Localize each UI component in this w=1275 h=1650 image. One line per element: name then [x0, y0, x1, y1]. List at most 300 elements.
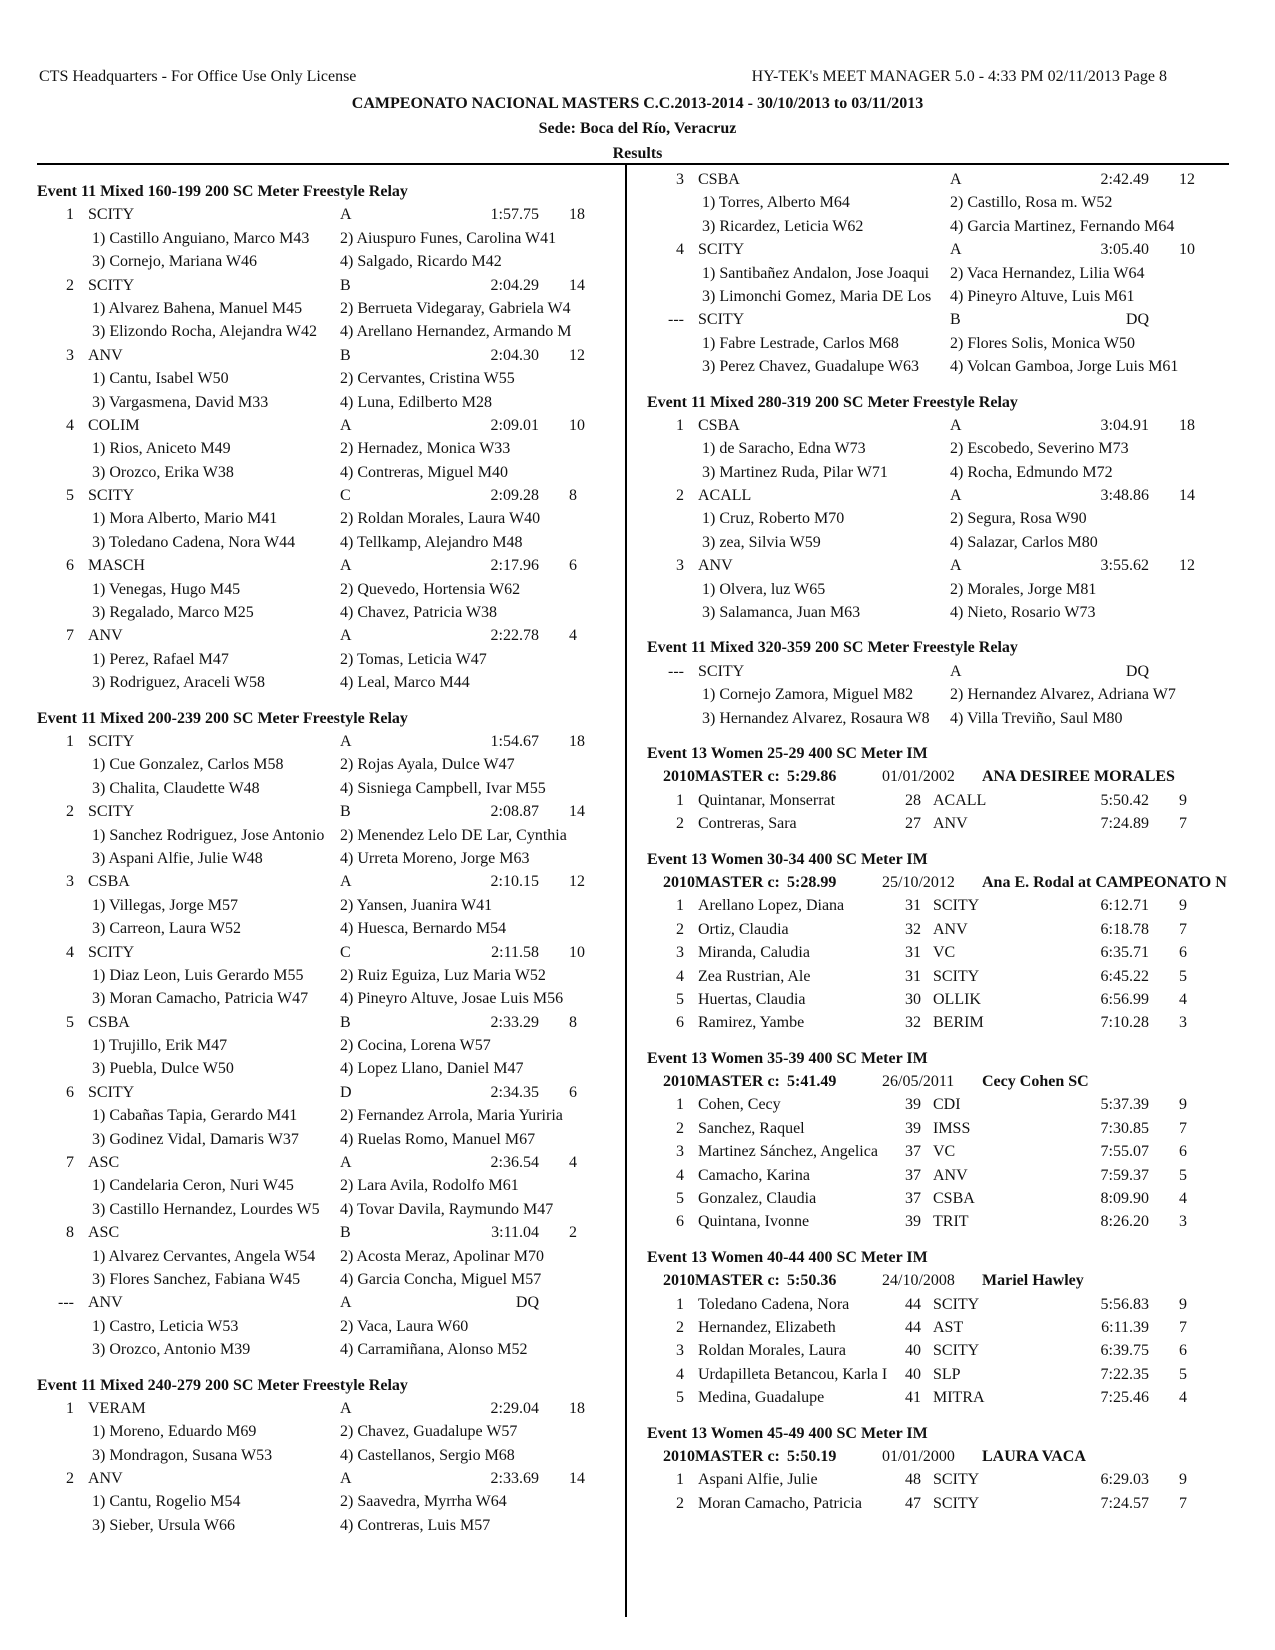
swimmer-leg-3: 3) Castillo Hernandez, Lourdes W5	[92, 1200, 320, 1218]
relay-swimmers-row	[37, 987, 617, 1010]
swimmer-leg-3: 3) Vargasmena, David M33	[92, 393, 269, 411]
finals-time: 3:11.04	[491, 1224, 539, 1242]
team-code: SCITY	[88, 732, 135, 750]
relay-team-row	[37, 1221, 617, 1244]
swimmer-leg-4: 4) Sisniega Campbell, Ivar M55	[340, 779, 546, 797]
relay-team-row	[37, 414, 617, 437]
relay-team-row	[37, 1291, 617, 1314]
place: 8	[66, 1224, 74, 1242]
points: 12	[1179, 171, 1195, 188]
relay-letter: A	[340, 1154, 352, 1172]
swimmer-leg-3: 3) Ricardez, Leticia W62	[702, 217, 864, 235]
result-row	[647, 1187, 1227, 1210]
relay-swimmers-row	[37, 1174, 617, 1197]
place: 2	[676, 1494, 684, 1512]
swimmer-leg-4: 4) Garcia Martinez, Fernando M64	[950, 217, 1175, 235]
result-row	[647, 1386, 1227, 1409]
points: 4	[1179, 990, 1187, 1008]
team-code: SCITY	[88, 487, 135, 505]
finals-time: 7:24.57	[1100, 1494, 1149, 1512]
relay-swimmers-row	[647, 683, 1227, 706]
relay-swimmers-row	[647, 285, 1227, 308]
age: 27	[905, 815, 921, 833]
swimmer-leg-4: 4) Volcan Gamboa, Jorge Luis M61	[950, 358, 1179, 376]
team-code: SCITY	[88, 206, 135, 224]
event-title	[37, 1374, 617, 1397]
team-code: VC	[933, 944, 956, 962]
points: 14	[569, 1470, 585, 1488]
place: 1	[66, 1399, 74, 1417]
relay-letter: C	[340, 943, 351, 961]
points: 7	[1179, 1318, 1187, 1336]
relay-team-row	[647, 168, 1227, 191]
meet-venue: Sede: Boca del Río, Veracruz	[538, 120, 737, 137]
relay-team-row	[37, 274, 617, 297]
relay-letter: A	[950, 241, 962, 259]
place: 4	[66, 943, 74, 961]
relay-letter: A	[950, 416, 962, 434]
age: 41	[905, 1389, 921, 1407]
swimmer-leg-1: 1) Rios, Aniceto M49	[92, 440, 231, 458]
event-title-text: Event 13 Women 30-34 400 SC Meter IM	[647, 850, 928, 868]
team-code: CSBA	[698, 171, 740, 188]
team-code: SCITY	[88, 803, 135, 821]
relay-team-row	[37, 1467, 617, 1490]
relay-swimmers-row	[37, 1057, 617, 1080]
place: 1	[676, 897, 684, 915]
team-code: ANV	[88, 346, 123, 364]
place: 5	[66, 487, 74, 505]
place: 4	[676, 1166, 684, 1184]
relay-swimmers-row	[37, 507, 617, 530]
swimmer-name: Aspani Alfie, Julie	[698, 1471, 818, 1489]
swimmer-leg-1: 1) Torres, Alberto M64	[702, 194, 850, 212]
swimmer-name: Urdapilleta Betancou, Karla I	[698, 1365, 888, 1383]
individual-event-section	[647, 1246, 1227, 1410]
relay-swimmers-row	[37, 367, 617, 390]
relay-letter: A	[340, 1399, 352, 1417]
swimmer-name: Martinez Sánchez, Angelica	[698, 1143, 878, 1161]
swimmer-leg-1: 1) Cantu, Isabel W50	[92, 370, 229, 388]
swimmer-leg-1: 1) Alvarez Cervantes, Angela W54	[92, 1247, 316, 1265]
result-row	[647, 1164, 1227, 1187]
swimmer-name: Roldan Morales, Laura	[698, 1342, 846, 1360]
points: 10	[569, 943, 585, 961]
swimmer-leg-2: 2) Yansen, Juanira W41	[340, 896, 493, 914]
relay-swimmers-row	[37, 1490, 617, 1513]
swimmer-leg-2: 2) Hernandez Alvarez, Adriana W7	[950, 686, 1176, 704]
swimmer-leg-4: 4) Pineyro Altuve, Josae Luis M56	[340, 990, 564, 1008]
relay-swimmers-row	[647, 707, 1227, 730]
relay-letter: A	[950, 487, 962, 505]
team-code: OLLIK	[933, 990, 981, 1008]
place: 4	[66, 416, 74, 434]
swimmer-leg-3: 3) zea, Silvia W59	[702, 533, 821, 551]
swimmer-leg-2: 2) Tomas, Leticia W47	[340, 650, 487, 668]
swimmer-leg-3: 3) Moran Camacho, Patricia W47	[92, 990, 309, 1008]
relay-letter: A	[340, 732, 352, 750]
age: 32	[905, 920, 921, 938]
finals-time: 6:39.75	[1100, 1342, 1149, 1360]
swimmer-name: Camacho, Karina	[698, 1166, 810, 1184]
relay-letter: B	[340, 1013, 351, 1031]
team-code: SCITY	[933, 1295, 980, 1313]
relay-team-row	[37, 1151, 617, 1174]
team-code: ASC	[88, 1224, 120, 1242]
finals-time: 8:26.20	[1100, 1213, 1149, 1231]
team-code: CSBA	[88, 1013, 130, 1031]
finals-time: 2:11.58	[491, 943, 539, 961]
relay-letter: A	[950, 557, 962, 575]
finals-time: 7:25.46	[1100, 1389, 1149, 1407]
relay-swimmers-row	[37, 671, 617, 694]
finals-time: 7:59.37	[1100, 1166, 1149, 1184]
swimmer-leg-3: 3) Aspani Alfie, Julie W48	[92, 849, 263, 867]
swimmer-leg-4: 4) Lopez Llano, Daniel M47	[340, 1060, 524, 1078]
relay-team-row	[37, 203, 617, 226]
age: 31	[905, 944, 921, 962]
individual-event-section	[647, 742, 1227, 836]
left-column	[37, 180, 617, 1549]
age: 39	[905, 1096, 921, 1114]
place: 2	[66, 1470, 74, 1488]
relay-swimmers-row	[37, 391, 617, 414]
points: 8	[569, 487, 577, 505]
points: 6	[1179, 1143, 1187, 1161]
event-title	[647, 1246, 1227, 1269]
place: 2	[66, 803, 74, 821]
event-title	[647, 391, 1227, 414]
team-code: SCITY	[88, 943, 135, 961]
place: 3	[66, 346, 74, 364]
relay-swimmers-row	[647, 332, 1227, 355]
relay-swimmers-row	[37, 894, 617, 917]
relay-swimmers-row	[37, 753, 617, 776]
result-row	[647, 965, 1227, 988]
swimmer-leg-4: 4) Rocha, Edmundo M72	[950, 463, 1113, 481]
record-label: 2010MASTER c:	[663, 1272, 780, 1290]
relay-team-row	[37, 730, 617, 753]
result-row	[647, 1468, 1227, 1491]
team-code: SCITY	[933, 1342, 980, 1360]
relay-letter: B	[340, 346, 351, 364]
record-date: 24/10/2008	[882, 1272, 955, 1290]
finals-time: 6:12.71	[1100, 897, 1149, 915]
result-row	[647, 1117, 1227, 1140]
place: 1	[676, 1471, 684, 1489]
swimmer-name: Toledano Cadena, Nora	[698, 1295, 850, 1313]
points: 7	[1179, 1494, 1187, 1512]
relay-team-row	[647, 308, 1227, 331]
swimmer-leg-4: 4) Luna, Edilberto M28	[340, 393, 492, 411]
relay-swimmers-row	[37, 531, 617, 554]
relay-swimmers-row	[647, 461, 1227, 484]
points: 18	[569, 206, 585, 224]
finals-time: 2:36.54	[490, 1154, 539, 1172]
swimmer-leg-4: 4) Castellanos, Sergio M68	[340, 1446, 515, 1464]
swimmer-leg-1: 1) Cornejo Zamora, Miguel M82	[702, 686, 914, 704]
relay-swimmers-row	[37, 320, 617, 343]
relay-swimmers-row	[37, 437, 617, 460]
swimmer-leg-3: 3) Hernandez Alvarez, Rosaura W8	[702, 709, 930, 727]
result-row	[647, 918, 1227, 941]
age: 39	[905, 1213, 921, 1231]
finals-time: 2:22.78	[490, 627, 539, 645]
finals-time: 7:55.07	[1100, 1143, 1149, 1161]
team-code: VERAM	[88, 1399, 146, 1417]
result-row	[647, 988, 1227, 1011]
team-code: ANV	[88, 627, 123, 645]
record-holder: Cecy Cohen SC	[982, 1073, 1089, 1091]
place: 6	[66, 1083, 74, 1101]
relay-event-section	[37, 707, 617, 1362]
finals-time: 5:37.39	[1100, 1096, 1149, 1114]
result-row	[647, 1293, 1227, 1316]
swimmer-leg-1: 1) Cue Gonzalez, Carlos M58	[92, 756, 284, 774]
finals-time: 2:04.29	[490, 276, 539, 294]
swimmer-name: Cohen, Cecy	[698, 1096, 781, 1114]
swimmer-leg-4: 4) Ruelas Romo, Manuel M67	[340, 1130, 536, 1148]
points: 12	[569, 873, 585, 891]
points: 7	[1179, 920, 1187, 938]
finals-time: 8:09.90	[1100, 1190, 1149, 1208]
swimmer-leg-1: 1) Santibañez Andalon, Jose Joaqui	[702, 264, 930, 282]
event-title-text: Event 13 Women 40-44 400 SC Meter IM	[647, 1248, 928, 1266]
result-row	[647, 1140, 1227, 1163]
swimmer-leg-4: 4) Urreta Moreno, Jorge M63	[340, 849, 530, 867]
finals-time: 2:10.15	[490, 873, 539, 891]
relay-team-row	[37, 1011, 617, 1034]
swimmer-leg-4: 4) Contreras, Miguel M40	[340, 463, 508, 481]
meet-record-row	[647, 1070, 1227, 1093]
points: 4	[1179, 1190, 1187, 1208]
relay-swimmers-row	[647, 531, 1227, 554]
meet-record-row	[647, 1445, 1227, 1468]
relay-letter: A	[340, 873, 352, 891]
place: 1	[66, 206, 74, 224]
relay-team-row	[37, 870, 617, 893]
points: 3	[1179, 1213, 1187, 1231]
software-page-info: HY-TEK's MEET MANAGER 5.0 - 4:33 PM 02/11/2013 Page 8	[751, 68, 1167, 85]
result-row	[647, 1492, 1227, 1515]
swimmer-leg-2: 2) Acosta Meraz, Apolinar M70	[340, 1247, 544, 1265]
relay-team-row	[37, 484, 617, 507]
result-row	[647, 1210, 1227, 1233]
event-title-text: Event 13 Women 35-39 400 SC Meter IM	[647, 1049, 928, 1067]
points: 4	[569, 1154, 577, 1172]
finals-time: 2:29.04	[490, 1399, 539, 1417]
points: 5	[1179, 1365, 1187, 1383]
relay-letter: A	[950, 662, 962, 680]
finals-time: 1:54.67	[490, 732, 539, 750]
relay-team-row	[647, 484, 1227, 507]
swimmer-leg-3: 3) Toledano Cadena, Nora W44	[92, 533, 296, 551]
relay-letter: C	[340, 487, 351, 505]
finals-time: 2:08.87	[490, 803, 539, 821]
event-title	[647, 636, 1227, 659]
swimmer-leg-1: 1) Candelaria Ceron, Nuri W45	[92, 1177, 294, 1195]
place: 3	[676, 557, 684, 575]
swimmer-leg-2: 2) Saavedra, Myrrha W64	[340, 1493, 507, 1511]
points: 6	[1179, 944, 1187, 962]
place: 2	[676, 487, 684, 505]
swimmer-leg-4: 4) Chavez, Patricia W38	[340, 604, 497, 622]
swimmer-leg-3: 3) Flores Sanchez, Fabiana W45	[92, 1270, 301, 1288]
finals-time: 3:48.86	[1100, 487, 1149, 505]
relay-event-section	[647, 391, 1227, 625]
record-date: 26/05/2011	[882, 1073, 955, 1091]
place: 1	[676, 416, 684, 434]
relay-swimmers-row	[37, 461, 617, 484]
relay-swimmers-row	[37, 601, 617, 624]
relay-swimmers-row	[647, 507, 1227, 530]
relay-swimmers-row	[37, 648, 617, 671]
meet-title: CAMPEONATO NACIONAL MASTERS C.C.2013-2014 - 30/10/2013 to 03/11/2013	[351, 95, 924, 112]
place: 1	[66, 732, 74, 750]
relay-swimmers-row	[647, 601, 1227, 624]
record-date: 25/10/2012	[882, 873, 955, 891]
relay-team-row	[647, 414, 1227, 437]
relay-team-row	[37, 941, 617, 964]
age: 31	[905, 967, 921, 985]
place: 2	[676, 815, 684, 833]
swimmer-leg-4: 4) Villa Treviño, Saul M80	[950, 709, 1123, 727]
points: 12	[1179, 557, 1195, 575]
relay-letter: A	[340, 1470, 352, 1488]
swimmer-leg-3: 3) Salamanca, Juan M63	[702, 604, 861, 622]
finals-time: 5:56.83	[1100, 1295, 1149, 1313]
finals-time: 2:42.49	[1100, 171, 1149, 188]
relay-swimmers-row	[647, 262, 1227, 285]
place: 3	[66, 873, 74, 891]
swimmer-leg-3: 3) Rodriguez, Araceli W58	[92, 674, 265, 692]
swimmer-name: Quintana, Ivonne	[698, 1213, 810, 1231]
swimmer-leg-4: 4) Salgado, Ricardo M42	[340, 253, 502, 271]
swimmer-leg-2: 2) Aiuspuro Funes, Carolina W41	[340, 229, 557, 247]
relay-letter: A	[340, 206, 352, 224]
team-code: MASCH	[88, 557, 145, 575]
place: 3	[676, 1143, 684, 1161]
relay-swimmers-row	[37, 917, 617, 940]
finals-time: DQ	[1125, 311, 1149, 329]
relay-team-row	[37, 554, 617, 577]
age: 31	[905, 897, 921, 915]
points: 18	[569, 732, 585, 750]
swimmer-leg-1: 1) Trujillo, Erik M47	[92, 1037, 228, 1055]
swimmer-name: Quintanar, Monserrat	[698, 791, 836, 809]
swimmer-leg-1: 1) Cantu, Rogelio M54	[92, 1493, 241, 1511]
swimmer-leg-4: 4) Garcia Concha, Miguel M57	[340, 1270, 542, 1288]
record-label: 2010MASTER c:	[663, 873, 780, 891]
swimmer-leg-2: 2) Rojas Ayala, Dulce W47	[340, 756, 515, 774]
finals-time: 2:04.30	[490, 346, 539, 364]
team-code: CSBA	[698, 416, 740, 434]
team-code: ASC	[88, 1154, 120, 1172]
relay-swimmers-row	[37, 250, 617, 273]
finals-time: 1:57.75	[490, 206, 539, 224]
place: 3	[676, 944, 684, 962]
relay-event-section	[37, 180, 617, 695]
points: 7	[1179, 1119, 1187, 1137]
swimmer-name: Arellano Lopez, Diana	[698, 897, 845, 915]
place: 7	[66, 627, 74, 645]
swimmer-leg-1: 1) Cabañas Tapia, Gerardo M41	[92, 1107, 298, 1125]
finals-time: 3:05.40	[1100, 241, 1149, 259]
swimmer-leg-3: 3) Cornejo, Mariana W46	[92, 253, 257, 271]
points: 14	[569, 276, 585, 294]
age: 28	[905, 791, 921, 809]
swimmer-leg-1: 1) Olvera, luz W65	[702, 580, 826, 598]
swimmer-leg-2: 2) Lara Avila, Rodolfo M61	[340, 1177, 519, 1195]
record-label: 2010MASTER c:	[663, 1073, 780, 1091]
age: 30	[905, 990, 921, 1008]
relay-letter: B	[340, 276, 351, 294]
points: 3	[1179, 1014, 1187, 1032]
place: 6	[676, 1014, 684, 1032]
relay-letter: A	[950, 171, 962, 188]
swimmer-leg-2: 2) Berrueta Videgaray, Gabriela W4	[340, 299, 571, 317]
swimmer-leg-2: 2) Segura, Rosa W90	[950, 510, 1087, 528]
swimmer-leg-2: 2) Castillo, Rosa m. W52	[950, 194, 1113, 212]
swimmer-leg-2: 2) Menendez Lelo DE Lar, Cynthia	[340, 826, 567, 844]
finals-time: 5:50.42	[1100, 791, 1149, 809]
place: 5	[676, 1190, 684, 1208]
finals-time: 2:33.69	[490, 1470, 539, 1488]
record-label: 2010MASTER c:	[663, 1447, 780, 1465]
swimmer-leg-3: 3) Martinez Ruda, Pilar W71	[702, 463, 888, 481]
swimmer-name: Zea Rustrian, Ale	[698, 967, 811, 985]
relay-swimmers-row	[37, 297, 617, 320]
relay-letter: A	[340, 416, 352, 434]
swimmer-leg-3: 3) Chalita, Claudette W48	[92, 779, 260, 797]
event-title-text: Event 11 Mixed 160-199 200 SC Meter Freestyle Relay	[37, 183, 408, 200]
swimmer-leg-4: 4) Tovar Davila, Raymundo M47	[340, 1200, 554, 1218]
swimmer-name: Huertas, Claudia	[698, 990, 806, 1008]
team-code: VC	[933, 1143, 956, 1161]
swimmer-leg-2: 2) Hernadez, Monica W33	[340, 440, 511, 458]
age: 39	[905, 1119, 921, 1137]
swimmer-name: Medina, Guadalupe	[698, 1389, 825, 1407]
relay-letter: B	[950, 311, 961, 329]
team-code: SCITY	[698, 662, 745, 680]
points: 4	[1179, 1389, 1187, 1407]
record-holder: Ana E. Rodal at CAMPEONATO N	[982, 873, 1227, 891]
event-title	[647, 1422, 1227, 1445]
points: 10	[1179, 241, 1195, 259]
place: 3	[676, 1342, 684, 1360]
place: 1	[676, 1096, 684, 1114]
points: 4	[569, 627, 577, 645]
swimmer-leg-1: 1) Diaz Leon, Luis Gerardo M55	[92, 966, 304, 984]
swimmer-leg-1: 1) Mora Alberto, Mario M41	[92, 510, 278, 528]
finals-time: 7:24.89	[1100, 815, 1149, 833]
points: 5	[1179, 1166, 1187, 1184]
points: 6	[1179, 1342, 1187, 1360]
swimmer-leg-3: 3) Regalado, Marco M25	[92, 604, 254, 622]
place: 4	[676, 1365, 684, 1383]
points: 18	[1179, 416, 1195, 434]
meet-record-row	[647, 1269, 1227, 1292]
result-row	[647, 1339, 1227, 1362]
team-code: ANV	[698, 557, 733, 575]
relay-swimmers-row	[37, 1315, 617, 1338]
record-label: 2010MASTER c:	[663, 768, 780, 786]
column-divider	[625, 164, 627, 1617]
results-heading: Results	[612, 145, 663, 162]
finals-time: 3:04.91	[1100, 416, 1149, 434]
relay-swimmers-row	[37, 1514, 617, 1537]
place: 4	[676, 967, 684, 985]
